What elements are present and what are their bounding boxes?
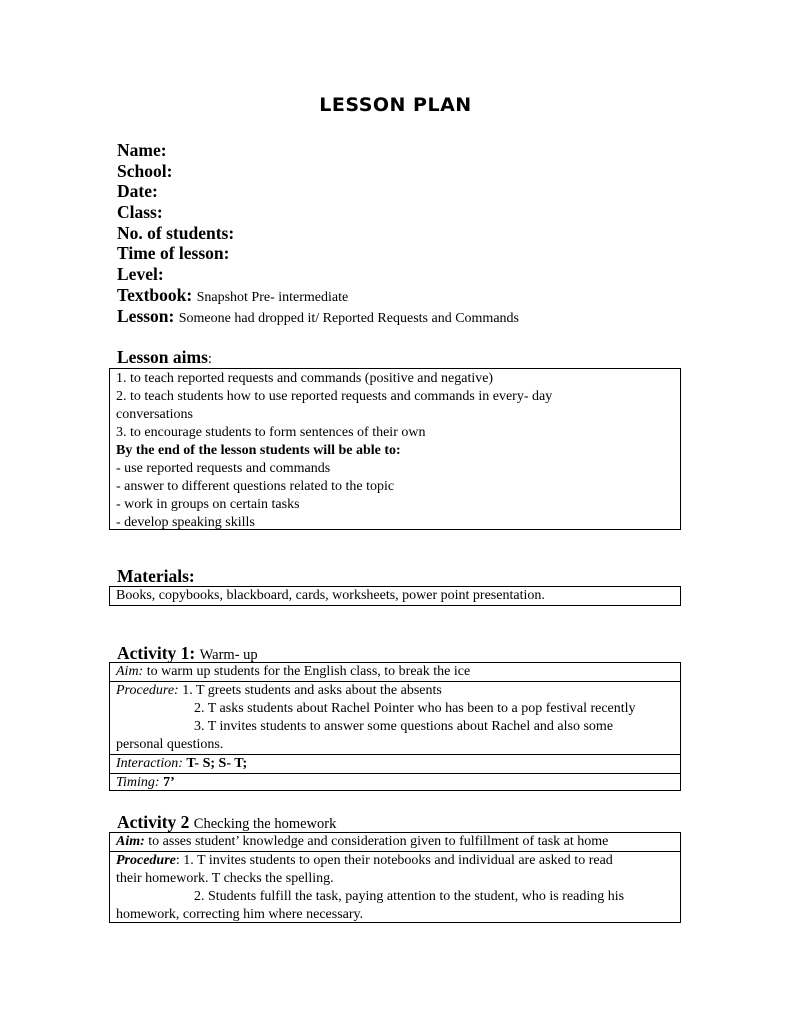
time-field: Time of lesson: (117, 243, 230, 264)
textbook-value: Snapshot Pre- intermediate (196, 289, 349, 305)
class-field: Class: (117, 202, 163, 223)
aim-line: 1. to teach reported requests and commands (positive and negative) (116, 371, 494, 386)
activity1-timing: Timing: 7’ (110, 773, 680, 792)
aim-line: conversations (116, 407, 193, 422)
aims-heading: Lesson aims: (117, 347, 212, 367)
activity2-box (109, 832, 681, 923)
name-field: Name: (117, 140, 167, 160)
activity2-procedure: Procedure: 1. T invites students to open their notebooks and individual are asked to read their homework. T checks the spelling. 2. Students fulfill the task, paying attention to the student, who is reading his homework, correcting him where necessary. (110, 851, 680, 924)
activity1-procedure: Procedure: 1. T greets students and asks about the absents 2. T asks students about Rachel Pointer who has been to a pop festival recently 3. T invites students to answer some questions about Rachel and also some personal questions. (110, 681, 680, 754)
level-field: Level: (117, 264, 164, 285)
outcome-line: - develop speaking skills (116, 515, 255, 530)
outcome-line: - answer to different questions related to the topic (116, 479, 395, 494)
textbook-field: Textbook: Snapshot Pre- intermediate (117, 284, 349, 305)
activity2-aim: Aim: to asses student’ knowledge and consideration given to fulfillment of task at home (116, 834, 609, 849)
lesson-field: Lesson: Someone had dropped it/ Reported Requests and Commands (117, 305, 519, 326)
activity2-heading: Activity 2 Checking the homework (117, 812, 337, 832)
materials-heading: Materials: (117, 566, 195, 586)
materials-box (109, 586, 681, 606)
activity1-interaction: Interaction: T- S; S- T; (110, 754, 680, 773)
aim-line: 3. to encourage students to form sentences of their own (116, 425, 426, 440)
activity1-box (109, 662, 681, 791)
aims-box (109, 368, 681, 530)
activity1-heading: Activity 1: Warm- up (117, 643, 258, 663)
activity1-aim: Aim: to warm up students for the English class, to break the ice (116, 664, 471, 679)
date-field: Date: (117, 181, 158, 202)
outcomes-heading: By the end of the lesson students will be able to: (116, 443, 401, 458)
lesson-value: Someone had dropped it/ Reported Requests and Commands (178, 310, 519, 326)
lesson-info (117, 140, 519, 326)
aim-line: 2. to teach students how to use reported requests and commands in every- day (116, 389, 553, 404)
outcome-line: - work in groups on certain tasks (116, 497, 300, 512)
students-field: No. of students: (117, 222, 235, 243)
outcome-line: - use reported requests and commands (116, 461, 331, 476)
materials-text: Books, copybooks, blackboard, cards, worksheets, power point presentation. (116, 588, 545, 603)
school-field: School: (117, 160, 173, 181)
page-title: LESSON PLAN (319, 94, 472, 116)
